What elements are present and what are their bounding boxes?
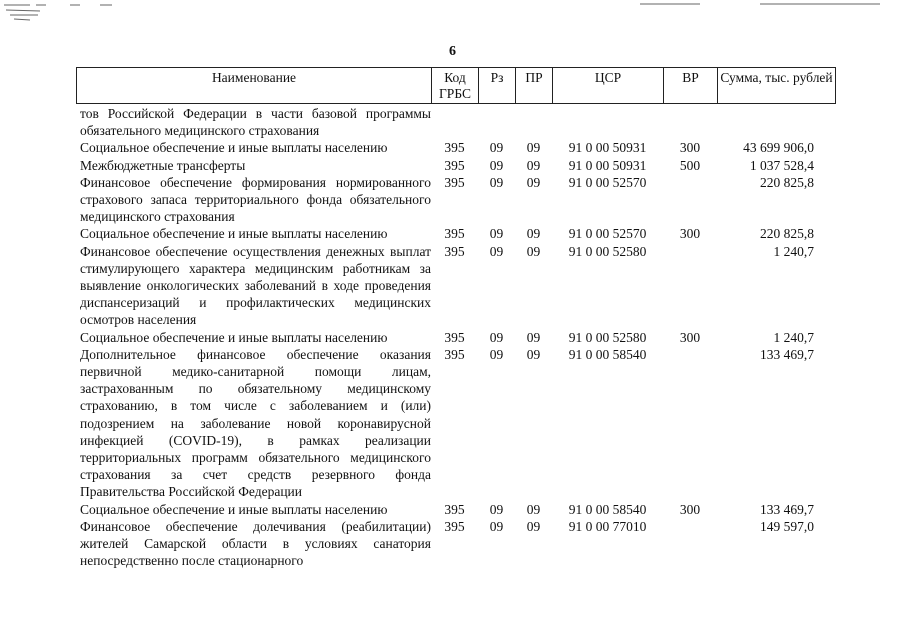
row-pr: 09 bbox=[526, 243, 541, 259]
row-vr: 300 bbox=[679, 140, 701, 156]
table-row bbox=[80, 157, 840, 174]
row-grbs: 395 bbox=[444, 174, 465, 190]
row-csr: 91 0 00 50931 bbox=[568, 140, 647, 156]
header-pr: ПР bbox=[516, 68, 553, 103]
row-pr: 09 bbox=[526, 329, 541, 345]
table-row bbox=[80, 518, 840, 570]
row-pr: 09 bbox=[526, 501, 541, 517]
row-grbs: 395 bbox=[444, 501, 465, 517]
row-sum bbox=[717, 105, 840, 139]
row-sum: 133 469,7 bbox=[760, 346, 814, 362]
header-grbs: Код ГРБС bbox=[432, 68, 479, 103]
row-name: Финансовое обеспечение формирования нормированного страхового запаса территориального фонда обязательного медицинского страхования bbox=[80, 174, 431, 225]
row-pr: 09 bbox=[526, 140, 541, 156]
row-vr: 500 bbox=[679, 157, 701, 173]
row-sum: 1 240,7 bbox=[773, 329, 814, 345]
row-rz: 09 bbox=[489, 346, 504, 362]
row-name: Финансовое обеспечение долечивания (реабилитации) жителей Самарской области в условиях санатория непосредственно после стационарного bbox=[80, 518, 431, 569]
row-name: Социальное обеспечение и иные выплаты населению bbox=[80, 226, 388, 242]
row-rz: 09 bbox=[489, 243, 504, 259]
row-sum: 133 469,7 bbox=[760, 501, 814, 517]
table-row bbox=[80, 139, 840, 156]
row-csr: 91 0 00 52580 bbox=[568, 243, 647, 259]
row-rz: 09 bbox=[489, 501, 504, 517]
row-vr bbox=[663, 243, 717, 329]
row-vr: 300 bbox=[679, 226, 701, 242]
row-name: Социальное обеспечение и иные выплаты населению bbox=[80, 501, 388, 517]
row-csr: 91 0 00 58540 bbox=[568, 346, 647, 362]
header-rz: Рз bbox=[479, 68, 516, 103]
row-csr bbox=[552, 105, 663, 139]
row-vr bbox=[663, 346, 717, 501]
row-sum: 149 597,0 bbox=[760, 518, 814, 534]
row-csr: 91 0 00 52580 bbox=[568, 329, 647, 345]
row-grbs: 395 bbox=[444, 226, 465, 242]
header-csr: ЦСР bbox=[553, 68, 664, 103]
row-sum: 1 037 528,4 bbox=[749, 157, 814, 173]
row-pr bbox=[515, 105, 552, 139]
row-rz: 09 bbox=[489, 140, 504, 156]
table-row bbox=[80, 346, 840, 501]
row-pr: 09 bbox=[526, 346, 541, 362]
row-grbs: 395 bbox=[444, 346, 465, 362]
row-vr: 300 bbox=[679, 501, 701, 517]
row-csr: 91 0 00 52570 bbox=[568, 174, 647, 190]
row-pr: 09 bbox=[526, 174, 541, 190]
row-sum: 43 699 906,0 bbox=[743, 140, 814, 156]
table-header bbox=[76, 67, 836, 104]
row-csr: 91 0 00 77010 bbox=[568, 518, 647, 534]
header-name: Наименование bbox=[77, 68, 432, 103]
row-sum: 220 825,8 bbox=[760, 174, 814, 190]
table-row bbox=[80, 329, 840, 346]
row-rz: 09 bbox=[489, 174, 504, 190]
row-grbs: 395 bbox=[444, 243, 465, 259]
row-pr: 09 bbox=[526, 226, 541, 242]
row-name: Межбюджетные трансферты bbox=[80, 157, 246, 173]
row-csr: 91 0 00 58540 bbox=[568, 501, 647, 517]
row-sum: 1 240,7 bbox=[773, 243, 814, 259]
row-name: тов Российской Федерации в части базовой программы обязательного медицинского страхования bbox=[80, 106, 431, 139]
row-csr: 91 0 00 50931 bbox=[568, 157, 647, 173]
table-body bbox=[80, 105, 840, 569]
row-name: Финансовое обеспечение осуществления денежных выплат стимулирующего характера медицинским работникам за выявление онкологических заболеваний в ходе проведения диспансеризаций и профилактических медицинских осмотров населения bbox=[80, 243, 431, 328]
row-csr: 91 0 00 52570 bbox=[568, 226, 647, 242]
row-name: Социальное обеспечение и иные выплаты населению bbox=[80, 329, 388, 345]
header-sum: Сумма, тыс. рублей bbox=[720, 70, 833, 85]
scan-artifact bbox=[0, 0, 905, 30]
row-vr: 300 bbox=[679, 329, 701, 345]
header-vr: ВР bbox=[664, 68, 718, 103]
row-vr bbox=[663, 518, 717, 570]
row-rz: 09 bbox=[489, 157, 504, 173]
row-grbs: 395 bbox=[444, 518, 465, 534]
row-rz: 09 bbox=[489, 226, 504, 242]
row-grbs: 395 bbox=[444, 329, 465, 345]
row-sum: 220 825,8 bbox=[760, 226, 814, 242]
table-row bbox=[80, 243, 840, 329]
table-row bbox=[80, 174, 840, 226]
row-pr: 09 bbox=[526, 518, 541, 534]
row-grbs bbox=[431, 105, 478, 139]
row-rz: 09 bbox=[489, 518, 504, 534]
table-row bbox=[80, 105, 840, 139]
row-name: Социальное обеспечение и иные выплаты населению bbox=[80, 140, 388, 156]
row-grbs: 395 bbox=[444, 140, 465, 156]
table-row bbox=[80, 225, 840, 242]
row-pr: 09 bbox=[526, 157, 541, 173]
table-row bbox=[80, 501, 840, 518]
page-number: 6 bbox=[449, 44, 456, 59]
row-rz: 09 bbox=[489, 329, 504, 345]
row-vr bbox=[663, 105, 717, 139]
row-vr bbox=[663, 174, 717, 226]
row-rz bbox=[478, 105, 515, 139]
row-name: Дополнительное финансовое обеспечение оказания первичной медико-санитарной помощи лицам, застрахованным по обязательному медицинскому страхованию, в том числе с заболеванием и (или) подозрением на заболевание новой коронавирусной инфекцией (COVID-19), в рамках реализации территориальных программ обязательного медицинского страхования за счет средств резервного фонда Правительства Российской Федерации bbox=[80, 346, 431, 500]
row-grbs: 395 bbox=[444, 157, 465, 173]
